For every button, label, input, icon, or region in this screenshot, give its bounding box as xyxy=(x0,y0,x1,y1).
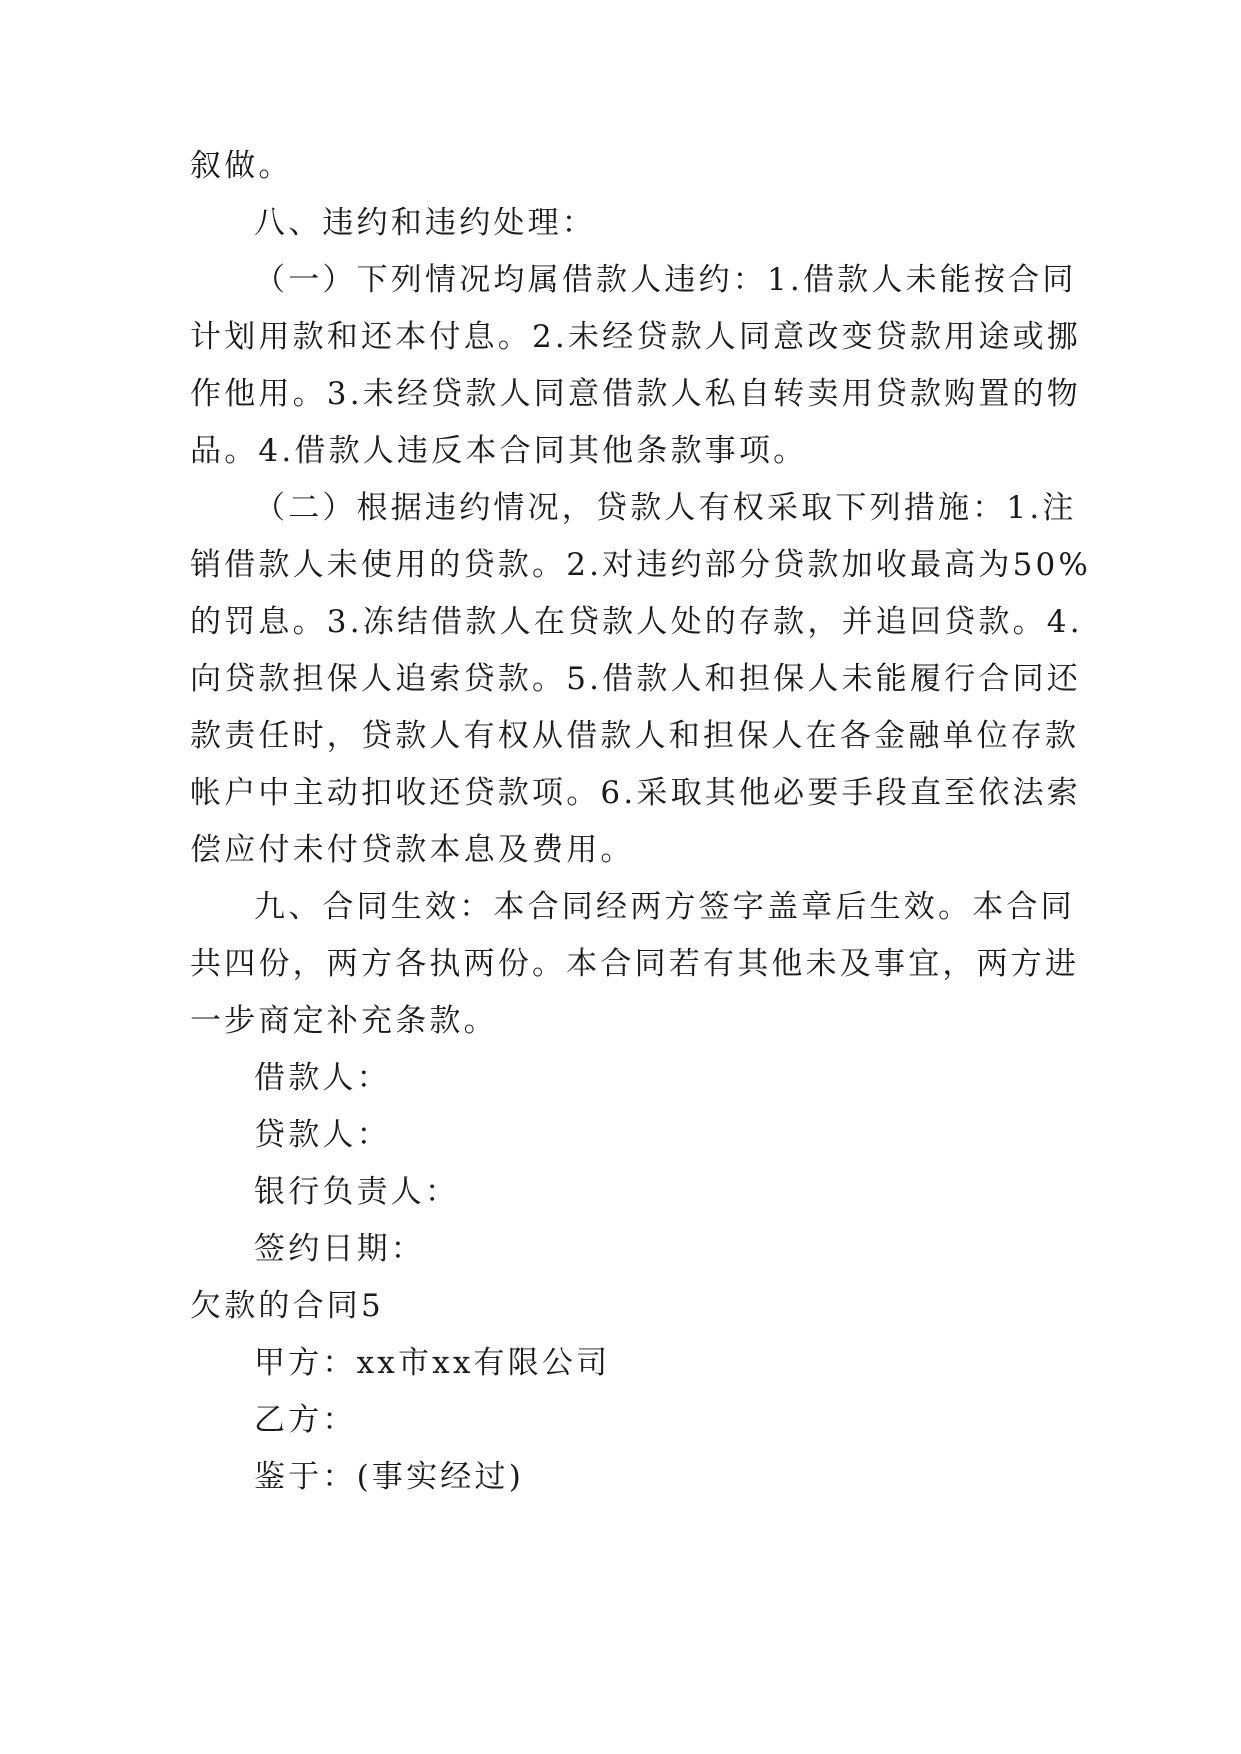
signature-field-lender: 贷款人： xyxy=(254,1117,391,1153)
signature-field-borrower: 借款人： xyxy=(254,1060,391,1096)
whereas-line: 鉴于：(事实经过) xyxy=(254,1459,524,1495)
party-a-line: 甲方：xx市xx有限公司 xyxy=(254,1345,611,1381)
text-line: 偿应付未付贷款本息及费用。 xyxy=(190,832,635,868)
text-line: 款责任时，贷款人有权从借款人和担保人在各金融单位存款 xyxy=(190,718,1080,754)
party-b-line: 乙方： xyxy=(254,1402,357,1438)
signature-field-bank-officer: 银行负责人： xyxy=(254,1174,460,1210)
section-heading: 八、违约和违约处理： xyxy=(254,205,596,241)
text-line: 向贷款担保人追索贷款。5.借款人和担保人未能履行合同还 xyxy=(190,661,1081,697)
section-heading: 九、合同生效：本合同经两方签字盖章后生效。本合同 xyxy=(254,889,1075,925)
text-line: 叙做。 xyxy=(190,148,293,184)
document-title: 欠款的合同5 xyxy=(190,1288,384,1324)
text-line: 帐户中主动扣收还贷款项。6.采取其他必要手段直至依法索 xyxy=(190,775,1081,811)
text-line: 共四份，两方各执两份。本合同若有其他未及事宜，两方进 xyxy=(190,946,1080,982)
text-line: 一步商定补充条款。 xyxy=(190,1003,498,1039)
text-line: 的罚息。3.冻结借款人在贷款人处的存款，并追回贷款。4. xyxy=(190,604,1083,640)
text-line: （二）根据违约情况，贷款人有权采取下列措施：1.注 xyxy=(254,490,1077,526)
text-line: 作他用。3.未经贷款人同意借款人私自转卖用贷款购置的物 xyxy=(190,376,1081,412)
signature-field-date: 签约日期： xyxy=(254,1231,425,1267)
text-line: 品。4.借款人违反本合同其他条款事项。 xyxy=(190,433,808,469)
text-line: 销借款人未使用的贷款。2.对违约部分贷款加收最高为50% xyxy=(190,547,1092,583)
text-line: （一）下列情况均属借款人违约：1.借款人未能按合同 xyxy=(254,262,1077,298)
text-line: 计划用款和还本付息。2.未经贷款人同意改变贷款用途或挪 xyxy=(190,319,1081,355)
